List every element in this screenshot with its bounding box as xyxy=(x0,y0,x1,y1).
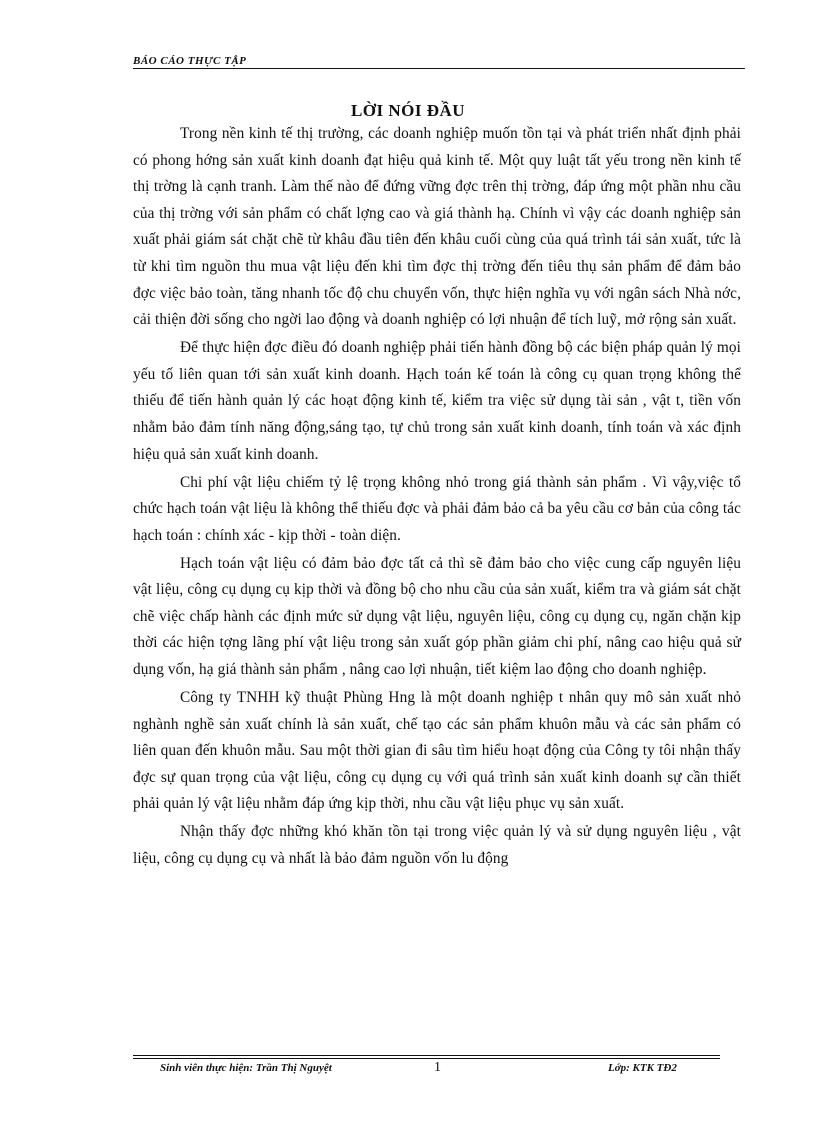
paragraph: Chi phí vật liệu chiếm tỷ lệ trọng không nhỏ trong giá thành sản phẩm . Vì vậy,việc tổ chức hạch toán vật liệu là không thể thiếu đợc và phải đảm bảo cả ba yêu cầu cơ bản của công tác hạch toán : chính xác - kịp thời - toàn diện. xyxy=(133,473,741,544)
paragraph: Công ty TNHH kỹ thuật Phùng Hng là một doanh nghiệp t nhân quy mô sản xuất nhỏ nghành nghề sản xuất chính là sản xuất, chế tạo các sản phẩm khuôn mẫu và các sản phẩm có liên quan đến khuôn mẫu. Sau một thời gian đi sâu tìm hiểu hoạt động của Công ty tôi nhận thấy đợc sự quan trọng của vật liệu, công cụ dụng cụ với quá trình sản xuất kinh doanh sự cần thiết phải quản lý vật liệu nhằm đáp ứng kịp thời, nhu cầu vật liệu phục vụ sản xuất. xyxy=(133,689,741,813)
header-text: BÁO CÁO THỰC TẬP xyxy=(133,55,247,67)
page-number: 1 xyxy=(434,1060,441,1075)
footer-rule-secondary xyxy=(133,1058,720,1059)
paragraph: Để thực hiện đợc điều đó doanh nghiệp phải tiến hành đồng bộ các biện pháp quản lý mọi yếu tố liên quan tới sản xuất kinh doanh. Hạch toán kế toán là công cụ quan trọng không thể thiếu để tiến hành quản lý các hoạt động kinh tế, kiểm tra việc sử dụng tài sản , vật t, tiền vốn nhằm bảo đảm tính năng động,sáng tạo, tự chủ trong sản xuất kinh doanh, tính toán và xác định hiệu quả sản xuất kinh doanh. xyxy=(133,339,741,463)
footer-author: Sinh viên thực hiện: Trần Thị Nguyệt xyxy=(160,1062,332,1074)
footer-class: Lớp: KTK TĐ2 xyxy=(608,1062,677,1074)
header-rule xyxy=(133,68,745,69)
document-body xyxy=(133,121,741,873)
paragraph: Hạch toán vật liệu có đảm bảo đợc tất cả thì sẽ đảm bảo cho việc cung cấp nguyên liệu vật liệu, công cụ dụng cụ kịp thời và đồng bộ cho nhu cầu của sản xuất, kiểm tra và giám sát chặt chẽ việc chấp hành các định mức sử dụng vật liệu, nguyên liệu, công cụ dụng cụ, ngăn chặn kịp thời các hiện tợng lãng phí vật liệu trong sản xuất góp phần giảm chi phí, nâng cao hiệu quả sử dụng vốn, hạ giá thành sản phẩm , nâng cao lợi nhuận, tiết kiệm lao động cho doanh nghiệp. xyxy=(133,554,741,679)
document-title: LỜI NÓI ĐẦU xyxy=(350,101,466,120)
paragraph: Trong nền kinh tế thị trường, các doanh nghiệp muốn tồn tại và phát triển nhất định phải có phong hớng sản xuất kinh doanh đạt hiệu quả kinh tế. Một quy luật tất yếu trong nền kinh tế thị trờng là cạnh tranh. Làm thế nào để đứng vững đợc trên thị trờng, đáp ứng một phần nhu cầu của thị trờng với sản phẩm có chất lợng cao và giá thành hạ. Chính vì vậy các doanh nghiệp sản xuất phải giám sát chặt chẽ từ khâu đầu tiên đến khâu cuối cùng của quá trình tái sản xuất, tức là từ khi tìm nguồn thu mua vật liệu đến khi tìm đợc thị trờng đến tiêu thụ sản phẩm để đảm bảo đợc việc bảo toàn, tăng nhanh tốc độ chu chuyển vốn, thực hiện nghĩa vụ với ngân sách Nhà nớc, cải thiện đời sống cho ngời lao động và doanh nghiệp có lợi nhuận để tích luỹ, mở rộng sản xuất. xyxy=(133,125,741,329)
paragraph: Nhận thấy đợc những khó khăn tồn tại trong việc quản lý và sử dụng nguyên liệu , vật liệu, công cụ dụng cụ và nhất là bảo đảm nguồn vốn lu động xyxy=(133,823,741,867)
footer-rule xyxy=(133,1055,720,1056)
page-header xyxy=(133,55,745,69)
